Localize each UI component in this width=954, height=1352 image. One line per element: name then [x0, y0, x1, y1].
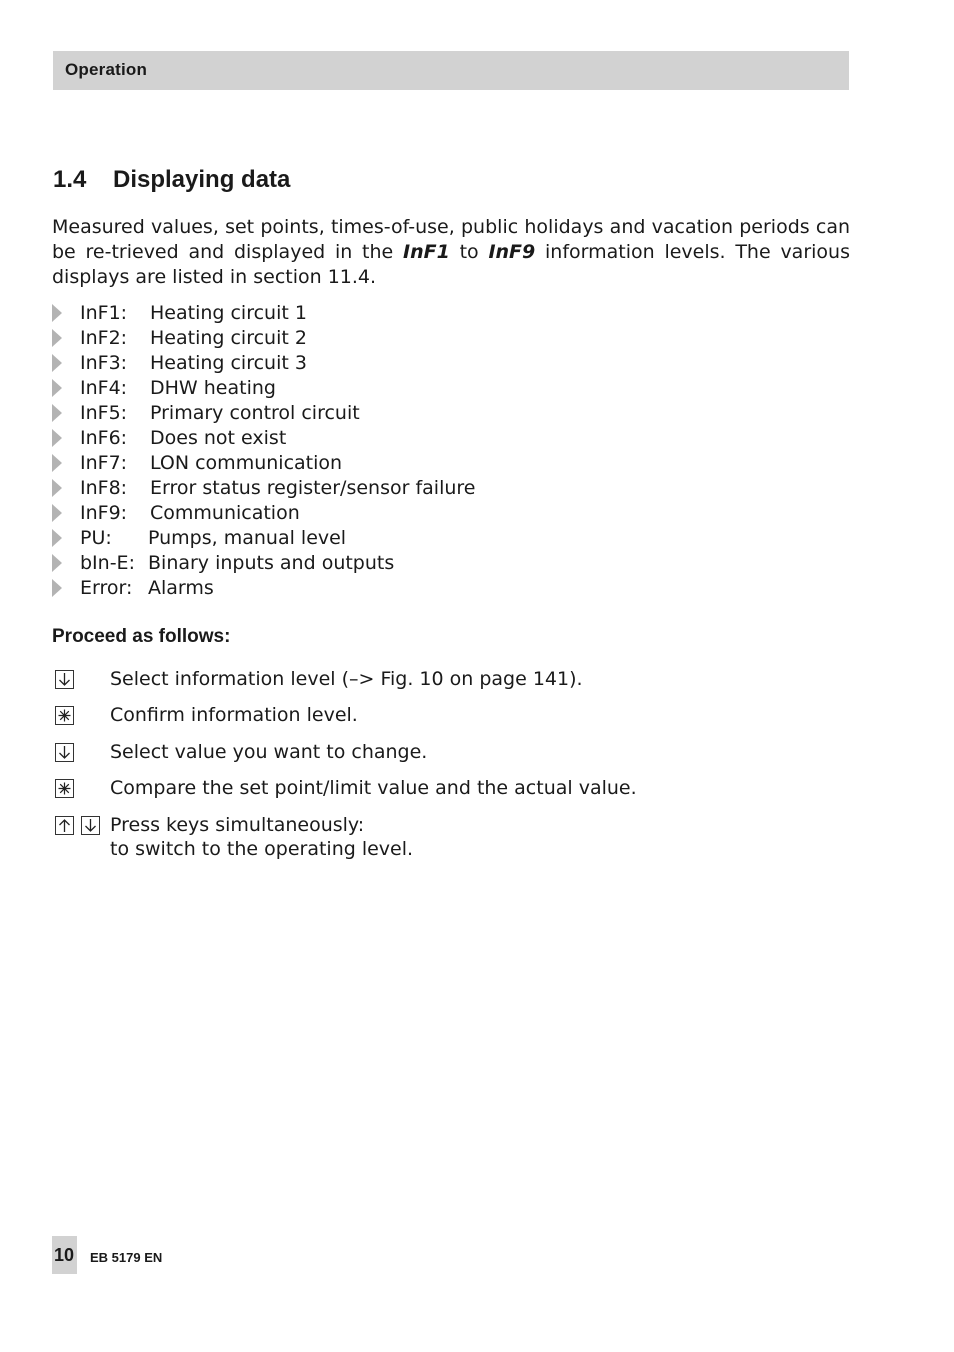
header-title: Operation	[65, 60, 148, 79]
procedure-heading: Proceed as follows:	[52, 626, 231, 647]
info-level-code: InF4:	[80, 377, 128, 399]
step-text: Select information level (–> Fig. 10 on page 141).	[110, 668, 583, 690]
header-bar	[53, 51, 849, 90]
info-level-code: InF6:	[80, 427, 128, 449]
triangle-bullet-icon	[52, 429, 62, 447]
info-level-desc: Alarms	[148, 577, 214, 599]
triangle-bullet-icon	[52, 404, 62, 422]
info-level-desc: DHW heating	[150, 377, 276, 399]
info-level-code: InF3:	[80, 352, 128, 374]
down-arrow-key-icon	[81, 816, 100, 835]
info-level-code: PU:	[80, 527, 112, 549]
info-level-desc: Primary control circuit	[150, 402, 360, 424]
document-id: EB 5179 EN	[90, 1250, 163, 1265]
info-level-code: InF2:	[80, 327, 128, 349]
info-level-desc: Pumps, manual level	[148, 527, 347, 549]
info-level-code: InF7:	[80, 452, 128, 474]
intro-text-1: Measured values, set points, times-of-use, public holidays and vacation periods can be re-trieved and displayed in the	[52, 216, 850, 263]
info-level-desc: LON communication	[150, 452, 343, 474]
step-text: Press keys simultaneously:	[110, 814, 365, 836]
section-heading	[53, 166, 290, 194]
intro-text-2: to	[449, 241, 489, 263]
triangle-bullet-icon	[52, 504, 62, 522]
info-level-desc: Heating circuit 3	[150, 352, 307, 374]
intro-text-3: information levels. The various displays are listed in section 11.4.	[52, 241, 850, 288]
info-level-desc: Heating circuit 2	[150, 327, 307, 349]
triangle-bullet-icon	[52, 479, 62, 497]
info-level-code: Error:	[80, 577, 133, 599]
triangle-bullet-icon	[52, 554, 62, 572]
triangle-bullet-icon	[52, 354, 62, 372]
info-level-desc: Binary inputs and outputs	[148, 552, 395, 574]
down-arrow-key-icon	[55, 670, 74, 689]
info-level-code: InF5:	[80, 402, 128, 424]
info-level-code: InF1:	[80, 302, 128, 324]
info-level-code: bIn-E:	[80, 552, 135, 574]
triangle-bullet-icon	[52, 529, 62, 547]
section-title: Displaying data	[113, 166, 291, 193]
triangle-bullet-icon	[52, 379, 62, 397]
step-text: Confirm information level.	[110, 704, 358, 726]
page-number: 10	[54, 1245, 75, 1265]
step-text: Compare the set point/limit value and the actual value.	[110, 777, 637, 799]
info-level-code: InF8:	[80, 477, 128, 499]
triangle-bullet-icon	[52, 454, 62, 472]
enter-key-icon	[55, 779, 74, 798]
down-arrow-key-icon	[55, 743, 74, 762]
step-text-continued: to switch to the operating level.	[110, 838, 414, 860]
info-level-desc: Does not exist	[150, 427, 287, 449]
triangle-bullet-icon	[52, 329, 62, 347]
intro-inf9: InF9	[488, 241, 536, 263]
triangle-bullet-icon	[52, 579, 62, 597]
intro-inf1: InF1	[403, 241, 450, 263]
info-level-desc: Communication	[150, 502, 300, 524]
up-arrow-key-icon	[55, 816, 74, 835]
enter-key-icon	[55, 706, 74, 725]
step-text: Select value you want to change.	[110, 741, 428, 763]
intro-paragraph	[52, 215, 850, 290]
info-level-code: InF9:	[80, 502, 128, 524]
triangle-bullet-icon	[52, 304, 62, 322]
info-level-desc: Heating circuit 1	[150, 302, 307, 324]
section-number: 1.4	[53, 166, 87, 193]
info-level-desc: Error status register/sensor failure	[150, 477, 476, 499]
